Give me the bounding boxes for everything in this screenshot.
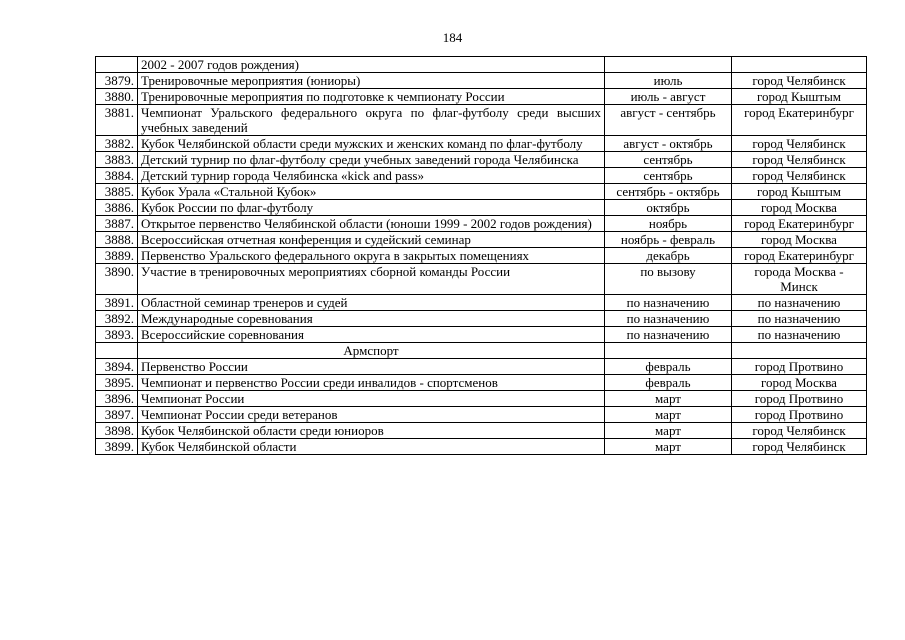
event-place: город Челябинск bbox=[732, 73, 867, 89]
event-name: Чемпионат и первенство России среди инвалидов - спортсменов bbox=[138, 375, 605, 391]
event-place: город Челябинск bbox=[732, 152, 867, 168]
event-name: Всероссийская отчетная конференция и судейский семинар bbox=[138, 232, 605, 248]
row-number: 3884. bbox=[96, 168, 138, 184]
table-row bbox=[96, 407, 867, 423]
event-place: по назначению bbox=[732, 295, 867, 311]
table-row bbox=[96, 89, 867, 105]
event-date: по назначению bbox=[605, 311, 732, 327]
table-row bbox=[96, 200, 867, 216]
event-date: по назначению bbox=[605, 327, 732, 343]
event-place: город Москва bbox=[732, 200, 867, 216]
row-number: 3890. bbox=[96, 264, 138, 295]
event-place: город Кыштым bbox=[732, 89, 867, 105]
event-place bbox=[732, 57, 867, 73]
event-date bbox=[605, 343, 732, 359]
event-date: сентябрь bbox=[605, 152, 732, 168]
event-place: город Челябинск bbox=[732, 168, 867, 184]
event-name: Всероссийские соревнования bbox=[138, 327, 605, 343]
event-date: август - октябрь bbox=[605, 136, 732, 152]
event-place: город Челябинск bbox=[732, 423, 867, 439]
event-date: сентябрь - октябрь bbox=[605, 184, 732, 200]
table-row bbox=[96, 184, 867, 200]
event-date: июль - август bbox=[605, 89, 732, 105]
event-name: Чемпионат России среди ветеранов bbox=[138, 407, 605, 423]
table-row bbox=[96, 439, 867, 455]
event-place: города Москва - Минск bbox=[732, 264, 867, 295]
event-place: город Протвино bbox=[732, 359, 867, 375]
table-row bbox=[96, 232, 867, 248]
event-name: 2002 - 2007 годов рождения) bbox=[138, 57, 605, 73]
event-name: Участие в тренировочных мероприятиях сборной команды России bbox=[138, 264, 605, 295]
event-date bbox=[605, 57, 732, 73]
row-number: 3895. bbox=[96, 375, 138, 391]
row-number: 3885. bbox=[96, 184, 138, 200]
row-number: 3880. bbox=[96, 89, 138, 105]
row-number: 3886. bbox=[96, 200, 138, 216]
event-name: Тренировочные мероприятия (юниоры) bbox=[138, 73, 605, 89]
event-place: город Екатеринбург bbox=[732, 105, 867, 136]
row-number: 3891. bbox=[96, 295, 138, 311]
row-number: 3893. bbox=[96, 327, 138, 343]
event-name: Кубок Челябинской области среди мужских и женских команд по флаг-футболу bbox=[138, 136, 605, 152]
row-number bbox=[96, 57, 138, 73]
event-name: Открытое первенство Челябинской области (юноши 1999 - 2002 годов рождения) bbox=[138, 216, 605, 232]
event-name: Чемпионат Уральского федерального округа по флаг-футболу среди высших учебных заведений bbox=[138, 105, 605, 136]
event-place: по назначению bbox=[732, 311, 867, 327]
event-name: Детский турнир города Челябинска «kick and pass» bbox=[138, 168, 605, 184]
row-number: 3894. bbox=[96, 359, 138, 375]
event-date: март bbox=[605, 423, 732, 439]
event-date: август - сентябрь bbox=[605, 105, 732, 136]
event-name: Чемпионат России bbox=[138, 391, 605, 407]
row-number: 3882. bbox=[96, 136, 138, 152]
event-place: город Протвино bbox=[732, 391, 867, 407]
table-row bbox=[96, 375, 867, 391]
event-date: февраль bbox=[605, 375, 732, 391]
row-number bbox=[96, 343, 138, 359]
row-number: 3887. bbox=[96, 216, 138, 232]
event-date: март bbox=[605, 391, 732, 407]
event-place bbox=[732, 343, 867, 359]
event-name: Кубок Челябинской области bbox=[138, 439, 605, 455]
table-row bbox=[96, 152, 867, 168]
event-place: город Челябинск bbox=[732, 439, 867, 455]
row-number: 3879. bbox=[96, 73, 138, 89]
table-row bbox=[96, 311, 867, 327]
row-number: 3883. bbox=[96, 152, 138, 168]
row-number: 3892. bbox=[96, 311, 138, 327]
event-date: февраль bbox=[605, 359, 732, 375]
event-date: сентябрь bbox=[605, 168, 732, 184]
table-row bbox=[96, 423, 867, 439]
section-header-row bbox=[96, 343, 867, 359]
table-row bbox=[96, 105, 867, 136]
event-name: Детский турнир по флаг-футболу среди учебных заведений города Челябинска bbox=[138, 152, 605, 168]
row-number: 3899. bbox=[96, 439, 138, 455]
table-row bbox=[96, 327, 867, 343]
table-row bbox=[96, 295, 867, 311]
events-table bbox=[95, 56, 867, 455]
event-date: март bbox=[605, 407, 732, 423]
event-place: город Москва bbox=[732, 375, 867, 391]
event-name: Тренировочные мероприятия по подготовке к чемпионату России bbox=[138, 89, 605, 105]
event-name: Первенство России bbox=[138, 359, 605, 375]
event-date: ноябрь bbox=[605, 216, 732, 232]
event-date: июль bbox=[605, 73, 732, 89]
event-name: Областной семинар тренеров и судей bbox=[138, 295, 605, 311]
row-number: 3896. bbox=[96, 391, 138, 407]
event-place: по назначению bbox=[732, 327, 867, 343]
table-row bbox=[96, 136, 867, 152]
event-date: октябрь bbox=[605, 200, 732, 216]
event-date: по назначению bbox=[605, 295, 732, 311]
table-row bbox=[96, 73, 867, 89]
event-name: Кубок России по флаг-футболу bbox=[138, 200, 605, 216]
event-date: март bbox=[605, 439, 732, 455]
event-name: Международные соревнования bbox=[138, 311, 605, 327]
event-place: город Москва bbox=[732, 232, 867, 248]
event-date: декабрь bbox=[605, 248, 732, 264]
event-name: Кубок Челябинской области среди юниоров bbox=[138, 423, 605, 439]
event-place: город Челябинск bbox=[732, 136, 867, 152]
row-number: 3889. bbox=[96, 248, 138, 264]
event-place: город Екатеринбург bbox=[732, 248, 867, 264]
table-row bbox=[96, 168, 867, 184]
row-number: 3888. bbox=[96, 232, 138, 248]
table-row bbox=[96, 359, 867, 375]
table-row-continuation bbox=[96, 57, 867, 73]
event-name: Первенство Уральского федерального округа в закрытых помещениях bbox=[138, 248, 605, 264]
table-row bbox=[96, 216, 867, 232]
page-number: 184 bbox=[442, 30, 463, 45]
event-name: Кубок Урала «Стальной Кубок» bbox=[138, 184, 605, 200]
event-date: по вызову bbox=[605, 264, 732, 295]
event-date: ноябрь - февраль bbox=[605, 232, 732, 248]
table-row bbox=[96, 248, 867, 264]
table-row bbox=[96, 264, 867, 295]
section-title: Армспорт bbox=[138, 343, 605, 359]
row-number: 3898. bbox=[96, 423, 138, 439]
event-place: город Протвино bbox=[732, 407, 867, 423]
event-place: город Екатеринбург bbox=[732, 216, 867, 232]
event-place: город Кыштым bbox=[732, 184, 867, 200]
row-number: 3897. bbox=[96, 407, 138, 423]
row-number: 3881. bbox=[96, 105, 138, 136]
table-row bbox=[96, 391, 867, 407]
